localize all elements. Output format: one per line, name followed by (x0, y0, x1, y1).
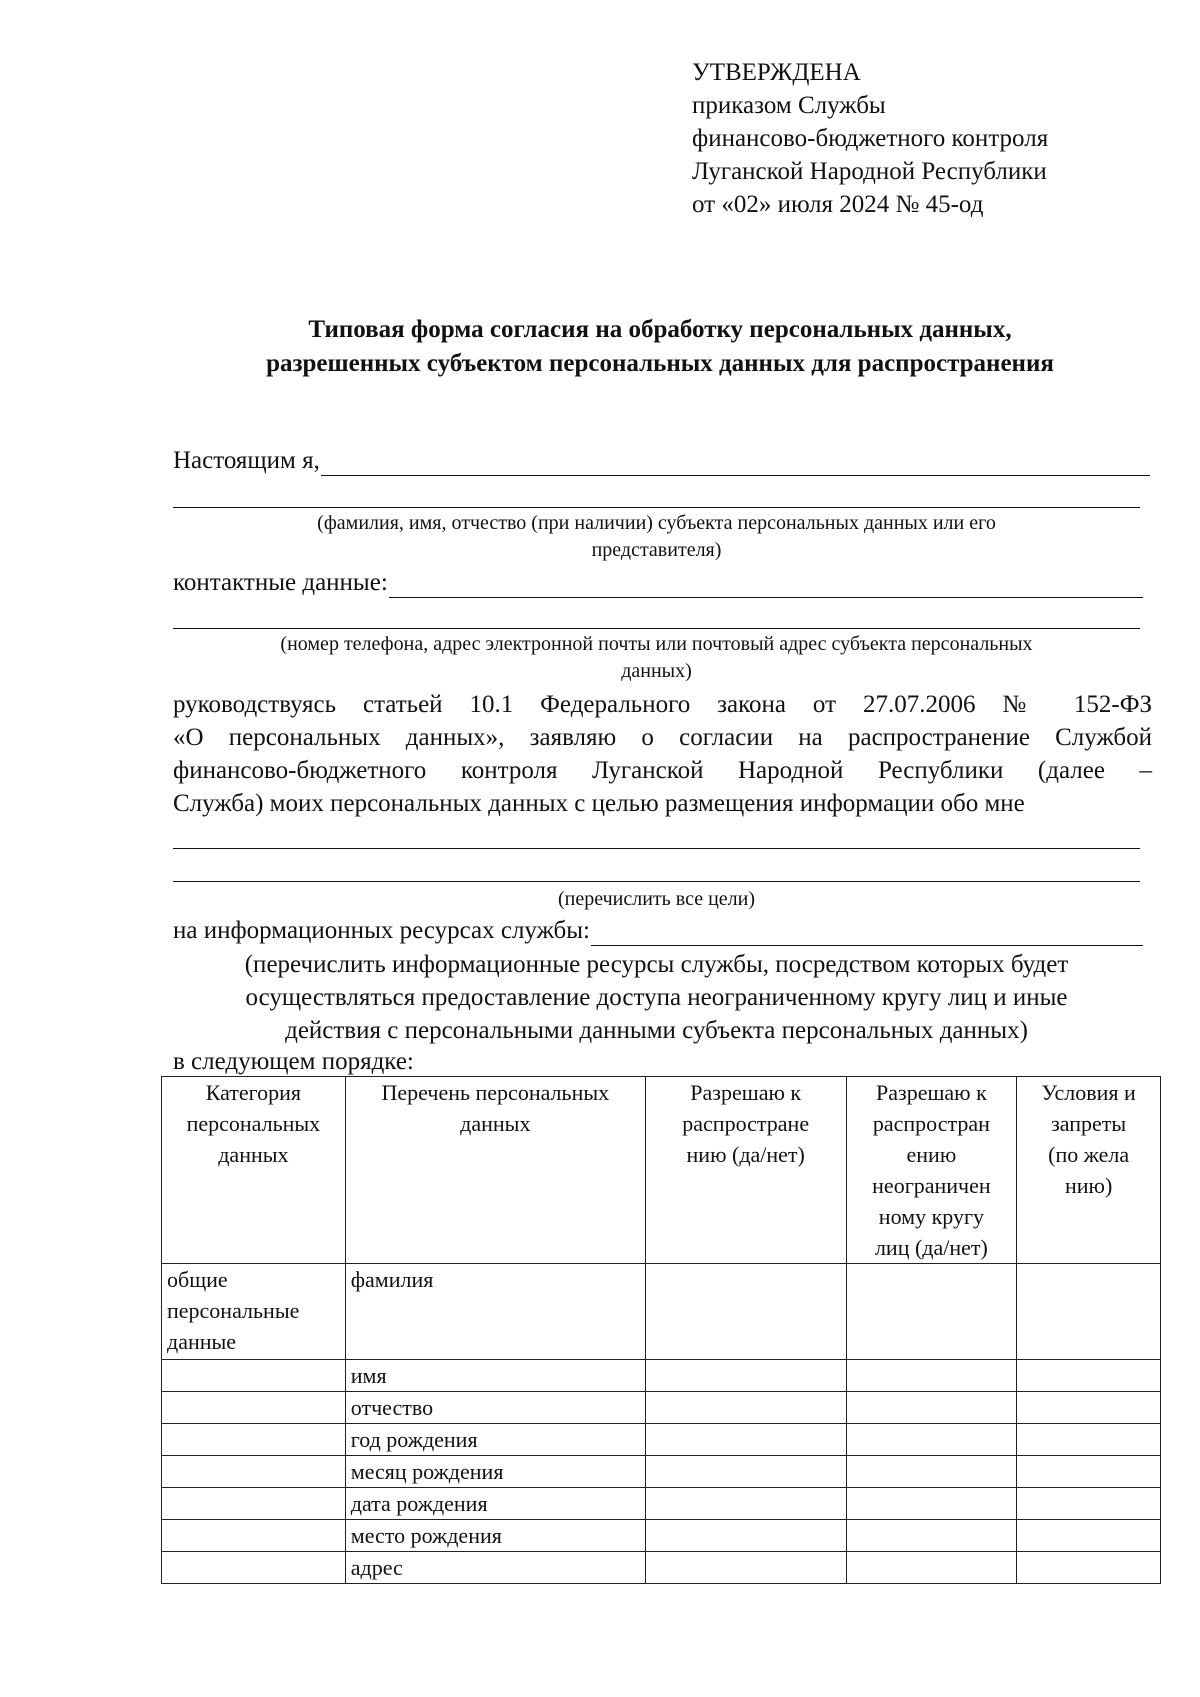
approval-order-date: от «02» июля 2024 № 45-од (692, 191, 984, 218)
order-label: в следующем порядке: (173, 1048, 414, 1075)
conditions-cell[interactable] (1017, 1456, 1161, 1488)
category-cell: общие персональные данные (162, 1264, 346, 1360)
name-row (173, 446, 1150, 476)
item-cell: дата рождения (345, 1488, 645, 1520)
consent-table (161, 1076, 1161, 1584)
contacts-hint-line-1: (номер телефона, адрес электронной почты или почтовый адрес субъекта персональных (280, 633, 1033, 655)
table-row (162, 1424, 1161, 1456)
name-field-line-1[interactable] (321, 451, 1150, 476)
table-row (162, 1520, 1161, 1552)
allow-unlimited-cell[interactable] (846, 1552, 1017, 1584)
header-allow-unlimited: Разрешаю к распростран ению неограничен ному кругу лиц (да/нет) (846, 1077, 1017, 1264)
contacts-field-line-2[interactable] (173, 628, 1140, 629)
contacts-hint-line-2: данных) (621, 660, 692, 682)
document-title (160, 313, 1160, 381)
item-cell: отчество (345, 1392, 645, 1424)
name-hint-line-2: представителя) (591, 539, 722, 561)
category-cell (162, 1456, 346, 1488)
resources-hint-line: (перечислить информационные ресурсы службы, посредством которых будет (244, 951, 1069, 978)
allow-unlimited-cell[interactable] (846, 1456, 1017, 1488)
name-hint-line-1: (фамилия, имя, отчество (при наличии) субъекта персональных данных или его (317, 512, 996, 534)
header-data-list: Перечень персональных данных (345, 1077, 645, 1264)
purposes-hint: (перечислить все цели) (557, 888, 756, 910)
table-header-row (162, 1077, 1161, 1264)
approval-line: Луганской Народной Республики (692, 158, 1047, 185)
name-label: Настоящим я, (173, 447, 320, 474)
item-cell: адрес (345, 1552, 645, 1584)
allow-unlimited-cell[interactable] (846, 1424, 1017, 1456)
purposes-field-line-2[interactable] (173, 881, 1140, 882)
table-row (162, 1264, 1161, 1360)
table-row (162, 1456, 1161, 1488)
category-cell (162, 1552, 346, 1584)
allow-cell[interactable] (645, 1392, 846, 1424)
conditions-cell[interactable] (1017, 1488, 1161, 1520)
category-cell (162, 1424, 346, 1456)
conditions-cell[interactable] (1017, 1424, 1161, 1456)
name-field-line-2[interactable] (173, 507, 1140, 508)
contacts-field-line-1[interactable] (389, 573, 1143, 598)
item-cell: месяц рождения (345, 1456, 645, 1488)
allow-cell[interactable] (645, 1552, 846, 1584)
allow-unlimited-cell[interactable] (846, 1488, 1017, 1520)
item-cell: фамилия (345, 1264, 645, 1360)
purposes-field-line-1[interactable] (173, 848, 1140, 849)
resources-row (173, 916, 1143, 946)
allow-unlimited-cell[interactable] (846, 1392, 1017, 1424)
table-row (162, 1552, 1161, 1584)
category-cell (162, 1520, 346, 1552)
allow-cell[interactable] (645, 1456, 846, 1488)
table-row (162, 1488, 1161, 1520)
title-line-1: Типовая форма согласия на обработку персональных данных, (308, 316, 1012, 343)
conditions-cell[interactable] (1017, 1264, 1161, 1360)
category-cell (162, 1392, 346, 1424)
name-hint (173, 510, 1140, 564)
resources-hint (173, 948, 1140, 1047)
allow-cell[interactable] (645, 1488, 846, 1520)
allow-unlimited-cell[interactable] (846, 1360, 1017, 1392)
table-row (162, 1392, 1161, 1424)
contacts-hint (173, 631, 1140, 685)
contacts-row (173, 568, 1143, 598)
resources-hint-line: действия с персональными данными субъекта персональных данных) (285, 1017, 1028, 1044)
contacts-label: контактные данные: (173, 569, 388, 596)
table-row (162, 1360, 1161, 1392)
header-conditions: Условия и запреты (по жела нию) (1017, 1077, 1161, 1264)
category-cell (162, 1488, 346, 1520)
consent-body-line: руководствуясь статьей 10.1 Федерального закона от 27.07.2006 № 152-ФЗ (173, 691, 1152, 718)
allow-cell[interactable] (645, 1360, 846, 1392)
conditions-cell[interactable] (1017, 1392, 1161, 1424)
header-category: Категория персональных данных (162, 1077, 346, 1264)
approval-block (692, 56, 1048, 221)
conditions-cell[interactable] (1017, 1360, 1161, 1392)
allow-unlimited-cell[interactable] (846, 1520, 1017, 1552)
header-allow: Разрешаю к распростране нию (да/нет) (645, 1077, 846, 1264)
item-cell: год рождения (345, 1424, 645, 1456)
item-cell: место рождения (345, 1520, 645, 1552)
allow-cell[interactable] (645, 1264, 846, 1360)
resources-hint-line: осуществляться предоставление доступа неограниченному кругу лиц и иные (245, 984, 1068, 1011)
approval-line: финансово-бюджетного контроля (692, 125, 1049, 152)
resources-label: на информационных ресурсах службы: (173, 917, 590, 944)
conditions-cell[interactable] (1017, 1552, 1161, 1584)
allow-unlimited-cell[interactable] (846, 1264, 1017, 1360)
consent-body-line: «О персональных данных», заявляю о согласии на распространение Службой (173, 724, 1152, 751)
title-line-2: разрешенных субъектом персональных данных для распространения (266, 350, 1054, 377)
consent-body-line: финансово-бюджетного контроля Луганской Народной Республики (далее – (173, 757, 1152, 784)
category-cell (162, 1360, 346, 1392)
approval-line: приказом Службы (692, 92, 886, 119)
approval-heading: УТВЕРЖДЕНА (692, 59, 861, 86)
allow-cell[interactable] (645, 1424, 846, 1456)
item-cell: имя (345, 1360, 645, 1392)
allow-cell[interactable] (645, 1520, 846, 1552)
conditions-cell[interactable] (1017, 1520, 1161, 1552)
resources-field-line[interactable] (591, 921, 1143, 946)
consent-body-line: Служба) моих персональных данных с целью размещения информации обо мне (173, 790, 1025, 817)
